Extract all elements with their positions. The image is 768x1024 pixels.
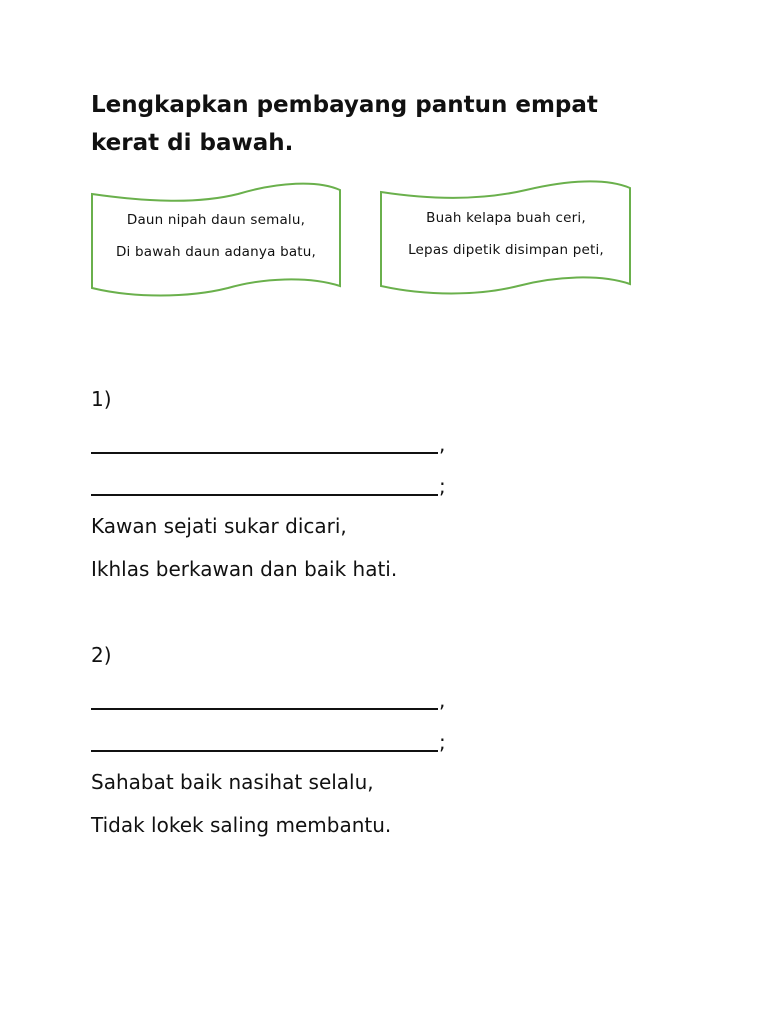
option-2-line-2: Lepas dipetik disimpan peti,: [408, 242, 604, 258]
question-1-blank-2[interactable]: [91, 494, 438, 496]
question-2-line-3: Sahabat baik nasihat selalu,: [91, 770, 374, 794]
pembayang-option-1: [88, 182, 344, 298]
question-1-blank-1[interactable]: [91, 452, 438, 454]
question-1-line-3: Kawan sejati sukar dicari,: [91, 514, 347, 538]
instruction-title: Lengkapkan pembayang pantun empat kerat di bawah.: [91, 92, 598, 156]
question-1-blank-1-punct: ,: [439, 432, 446, 456]
question-1-blank-2-punct: ;: [439, 474, 446, 498]
question-1-line-4: Ikhlas berkawan dan baik hati.: [91, 557, 398, 581]
scroll-frame-icon: [378, 178, 634, 296]
question-2-blank-1[interactable]: [91, 708, 438, 710]
option-2-line-1: Buah kelapa buah ceri,: [426, 210, 586, 226]
option-1-line-1: Daun nipah daun semalu,: [126, 212, 306, 228]
scroll-frame-icon: [88, 182, 344, 298]
question-2-line-4: Tidak lokek saling membantu.: [91, 813, 392, 837]
question-2-blank-1-punct: ,: [439, 688, 446, 712]
option-1-line-2: Di bawah daun adanya batu,: [115, 244, 317, 260]
question-2-blank-2-punct: ;: [439, 730, 446, 754]
question-1-number: 1): [91, 387, 112, 411]
pembayang-option-2: [378, 178, 634, 296]
question-2-blank-2[interactable]: [91, 750, 438, 752]
question-2-number: 2): [91, 643, 112, 667]
